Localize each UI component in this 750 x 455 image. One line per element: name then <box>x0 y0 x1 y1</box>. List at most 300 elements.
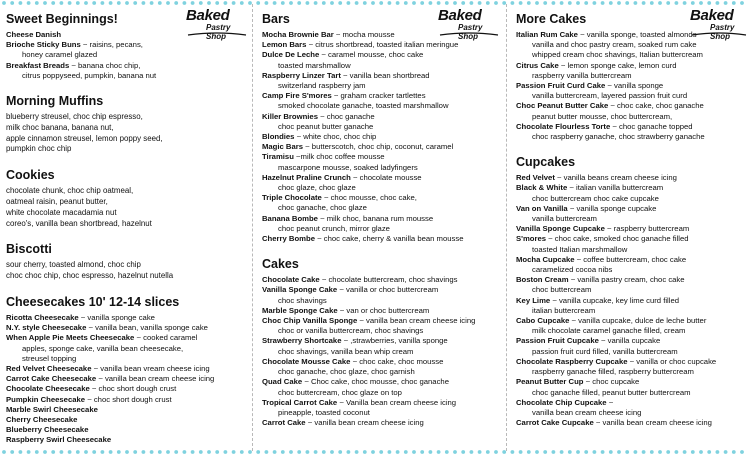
border-dot <box>527 1 531 5</box>
border-dot <box>461 450 465 454</box>
border-dot <box>576 450 580 454</box>
menu-item-desc-continued: raspberry ganache filled, raspberry buttercream <box>532 367 694 377</box>
border-dot <box>314 1 318 5</box>
menu-item <box>262 152 498 172</box>
menu-section <box>6 6 242 81</box>
border-dot <box>625 1 629 5</box>
border-dot <box>666 1 670 5</box>
menu-item <box>6 40 242 60</box>
border-dot <box>347 450 351 454</box>
menu-item <box>516 183 750 203</box>
menu-item-line <box>262 306 498 316</box>
menu-item-desc-continued: choc buttercream, choc glaze on top <box>278 387 402 397</box>
menu-item-desc-continued: choc buttercream <box>532 285 592 295</box>
menu-item <box>6 384 242 394</box>
menu-item-line <box>262 398 498 408</box>
border-dot <box>68 1 72 5</box>
menu-item-desc: ~ vanilla bean vream cheese icing <box>93 364 210 373</box>
menu-item-line <box>516 30 750 40</box>
menu-item-name: Marble Swirl Cheesecake <box>6 404 98 414</box>
menu-item-line <box>6 40 242 50</box>
menu-item-desc: ~ cooked caramel <box>136 333 198 343</box>
border-dot <box>650 1 654 5</box>
border-dot <box>691 450 695 454</box>
menu-item-name: Breakfast Breads <box>6 60 70 70</box>
menu-item <box>6 30 242 40</box>
menu-item-desc: ~ vanilla cupcake, dulce de leche butter <box>571 316 707 326</box>
menu-item <box>262 142 498 152</box>
menu-column-2 <box>262 6 498 435</box>
menu-item-line <box>6 415 242 425</box>
border-dot <box>666 450 670 454</box>
menu-item-name: Carrot Cake Cheesecake <box>6 374 97 384</box>
menu-item-line <box>262 377 498 387</box>
menu-item <box>516 275 750 295</box>
logo-subtext: Pastry Shop <box>206 23 231 41</box>
menu-item-name: Red Velvet <box>516 173 555 183</box>
border-dot <box>379 450 383 454</box>
border-dot <box>215 1 219 5</box>
menu-item-desc-continued: milk chocolate caramel ganache filled, cream <box>532 326 686 336</box>
menu-item-line <box>516 336 750 346</box>
border-dot <box>289 1 293 5</box>
menu-item-name: Banana Bombe <box>262 213 318 223</box>
menu-item-line <box>516 255 750 265</box>
menu-item-desc-continued: italian buttercream <box>532 305 596 315</box>
menu-item-line <box>6 364 242 374</box>
menu-item-line <box>516 377 750 387</box>
menu-item-name: Quad Cake <box>262 377 303 387</box>
menu-item <box>6 323 242 333</box>
menu-section <box>516 149 750 428</box>
menu-item <box>262 418 498 428</box>
border-dot <box>76 1 80 5</box>
border-dot <box>543 1 547 5</box>
border-dot <box>625 450 629 454</box>
menu-item <box>516 61 750 81</box>
menu-item-name: Peanut Butter Cup <box>516 377 584 387</box>
border-dot <box>355 450 359 454</box>
menu-item-desc-continued: peanut butter mousse, choc buttercream, <box>532 111 673 121</box>
border-dot <box>191 1 195 5</box>
border-dot <box>232 1 236 5</box>
border-dot <box>363 1 367 5</box>
section-title: More Cakes <box>516 12 587 26</box>
menu-item-desc: ~ Vanilla bean cream cheese icing <box>339 397 457 407</box>
menu-item-desc: ~ chocolate mousse <box>353 172 422 182</box>
menu-item-desc-continued: pineapple, toasted coconut <box>278 407 370 417</box>
border-dot <box>43 1 47 5</box>
border-dot <box>445 450 449 454</box>
menu-item-desc-continued: choc ganache, choc glaze <box>278 203 367 213</box>
menu-item-desc-continued: toasted Italian marshmallow <box>532 244 628 254</box>
menu-item-line <box>516 275 750 285</box>
menu-item-name: N.Y. style Cheesecake <box>6 323 87 333</box>
border-dot <box>650 450 654 454</box>
menu-item-desc-continued: switzerland raspberry jam <box>278 81 366 91</box>
menu-item-name: Ricotta Cheesecake <box>6 312 79 322</box>
border-dot <box>740 450 744 454</box>
border-dot <box>314 450 318 454</box>
menu-item-line <box>262 357 498 367</box>
logo-subtext: Pastry Shop <box>710 23 735 41</box>
menu-item <box>262 306 498 316</box>
border-dot <box>35 1 39 5</box>
menu-item <box>262 30 498 40</box>
border-dot <box>355 1 359 5</box>
menu-item-desc: ~ choc cupcake <box>585 377 640 387</box>
border-dot <box>183 1 187 5</box>
menu-item <box>6 415 242 425</box>
menu-item-name: Raspberry Linzer Tart <box>262 70 341 80</box>
menu-item-desc-continued: choc ganache, choc glaze, choc garnish <box>278 367 415 377</box>
border-dot <box>609 1 613 5</box>
menu-item-name: Van on Vanilla <box>516 203 568 213</box>
menu-item-name: Citrus Cake <box>516 60 559 70</box>
border-dot <box>10 1 14 5</box>
menu-item <box>516 234 750 254</box>
menu-item-line <box>6 384 242 394</box>
menu-line: coreo's, vanilla bean shortbread, hazelnut <box>6 218 152 228</box>
border-dot <box>101 1 105 5</box>
menu-item-line <box>262 234 498 244</box>
menu-item <box>516 224 750 234</box>
border-dot <box>478 450 482 454</box>
menu-item-name: Black & White <box>516 183 568 193</box>
menu-line: choc choc chip, choc espresso, hazelnut nutella <box>6 271 174 281</box>
menu-item-name: Chocolate Cheesecake <box>6 384 90 394</box>
menu-item-name: Vanilla Sponge Cupcake <box>516 224 605 234</box>
border-dot <box>732 450 736 454</box>
menu-item-desc-continued: caramelized cocoa nibs <box>532 265 613 275</box>
menu-item-desc: ~ white choc, choc chip <box>296 132 377 142</box>
border-dot <box>109 1 113 5</box>
menu-item-desc-continued: choc ganache filled, peanut butter buttercream <box>532 387 691 397</box>
menu-item-name: Raspberry Swirl Cheesecake <box>6 435 112 445</box>
menu-item-name: Choc Peanut Butter Cake <box>516 101 609 111</box>
logo-text: Baked <box>186 7 230 24</box>
border-dot <box>535 1 539 5</box>
menu-item-name: Boston Cream <box>516 275 569 285</box>
menu-item <box>262 357 498 377</box>
menu-item-desc-continued: choc raspberry ganache, choc strawberry ganache <box>532 132 705 142</box>
menu-item <box>516 204 750 224</box>
menu-item-desc: ~ Choc cake, choc mousse, choc ganache <box>304 377 449 387</box>
menu-item-name: Dulce De Leche <box>262 50 320 60</box>
menu-item-desc: ~ coffee buttercream, choc cake <box>576 254 687 264</box>
border-dot <box>347 1 351 5</box>
menu-item-desc: ~ vanilla beans cream cheese icing <box>557 173 677 183</box>
menu-item-line <box>516 398 750 408</box>
border-dot <box>396 450 400 454</box>
menu-item-line <box>262 193 498 203</box>
menu-item <box>262 132 498 142</box>
menu-line: oatmeal raisin, peanut butter, <box>6 197 108 206</box>
menu-column-1 <box>6 6 242 453</box>
border-dot <box>330 450 334 454</box>
border-dot <box>396 1 400 5</box>
border-dot <box>273 450 277 454</box>
menu-item-desc: ~ italian vanilla buttercream <box>569 183 664 193</box>
section-title: Bars <box>262 12 290 26</box>
menu-item-line <box>262 132 498 142</box>
menu-item-name: Chocolate Raspberry Cupcake <box>516 356 628 366</box>
border-dot <box>84 1 88 5</box>
border-dot <box>207 1 211 5</box>
border-dot <box>19 1 23 5</box>
border-dot <box>691 1 695 5</box>
border-dot <box>601 1 605 5</box>
border-dot <box>2 1 6 5</box>
menu-item-line <box>6 313 242 323</box>
border-dot <box>707 450 711 454</box>
border-dot <box>593 1 597 5</box>
menu-item <box>516 30 750 61</box>
section-header <box>6 289 242 310</box>
border-dot <box>519 450 523 454</box>
menu-item-line <box>516 183 750 193</box>
menu-item-name: Choc Chip Vanilla Sponge <box>262 316 358 326</box>
menu-item-desc-continued: choc peanut crunch, mirror glaze <box>278 223 390 233</box>
border-dot <box>281 1 285 5</box>
menu-item-desc: ~ vanilla bean shortbread <box>343 70 430 80</box>
menu-item-desc: ~ vanilla sponge cake <box>80 312 155 322</box>
menu-item-desc: ~ vanilla bean cream cheese icing <box>595 418 712 428</box>
menu-line: chocolate chunk, choc chip oatmeal, <box>6 186 134 196</box>
menu-item-desc: ~ choc mousse, choc cake, <box>323 193 417 203</box>
border-dot <box>478 1 482 5</box>
menu-item-line <box>262 112 498 122</box>
border-dot <box>584 450 588 454</box>
menu-item-desc: ~ choc ganache <box>320 111 375 121</box>
menu-item-line <box>262 418 498 428</box>
menu-item <box>262 336 498 356</box>
border-dot <box>658 450 662 454</box>
menu-item-line <box>262 173 498 183</box>
menu-item-desc: ~ vanilla cupcake <box>601 336 661 346</box>
border-dot <box>461 1 465 5</box>
border-dot <box>584 1 588 5</box>
border-dot <box>60 1 64 5</box>
menu-item-line <box>6 395 242 405</box>
logo-text: Baked <box>690 7 734 24</box>
menu-item-desc: ~ milk choc, banana rum mousse <box>320 213 434 223</box>
border-dot <box>125 1 129 5</box>
border-dot <box>338 1 342 5</box>
border-dot <box>371 1 375 5</box>
menu-item-name: S'mores <box>516 234 547 244</box>
border-dot <box>494 450 498 454</box>
menu-item-desc: ~ vanilla or choc buttercream <box>339 285 439 295</box>
menu-item-desc: ~ vanilla bean cream cheese icing <box>307 418 424 428</box>
menu-item-desc-continued: vanilla bean cream cheese icing <box>532 407 642 417</box>
menu-item-line <box>262 91 498 101</box>
menu-item-desc-continued: smoked chocolate ganache, toasted marshmallow <box>278 101 449 111</box>
menu-item-line <box>516 418 750 428</box>
border-dot <box>281 450 285 454</box>
menu-item-desc: ~ caramel mousse, choc cake <box>321 50 424 60</box>
menu-item-desc: ~ raspberry buttercream <box>607 224 690 234</box>
menu-item-name: Brioche Sticky Buns <box>6 40 81 50</box>
section-title: Morning Muffins <box>6 94 104 109</box>
menu-item-desc-continued: vanilla buttercream, layered passion fruit curd <box>532 91 688 101</box>
menu-item-desc: ~ vanilla sponge cupcake <box>569 203 657 213</box>
border-dot <box>388 1 392 5</box>
menu-item-line <box>262 336 498 346</box>
menu-item-line <box>516 204 750 214</box>
menu-item-desc: ~ vanilla bean cream cheese icing <box>359 316 476 326</box>
border-dot <box>675 1 679 5</box>
section-title: Biscotti <box>6 242 52 257</box>
menu-item-desc: ~ vanilla bean cream cheese icing <box>98 374 215 384</box>
border-dot <box>420 450 424 454</box>
border-dot <box>92 1 96 5</box>
menu-item-line <box>516 81 750 91</box>
border-dot <box>27 1 31 5</box>
menu-item-name: When Apple Pie Meets Cheesecake <box>6 333 135 343</box>
menu-item-desc: ~ vanilla bean, vanilla sponge cake <box>88 323 208 333</box>
menu-item <box>262 71 498 91</box>
menu-item-line <box>6 323 242 333</box>
menu-item-name: Magic Bars <box>262 142 304 152</box>
menu-item-desc: ~ vanilla or choc cupcake <box>629 356 717 366</box>
menu-item-desc: ~ citrus shortbread, toasted italian meringue <box>308 40 459 50</box>
menu-item-name: Lemon Bars <box>262 40 307 50</box>
menu-section <box>6 162 242 229</box>
menu-item-name: Carrot Cake Cupcake <box>516 418 594 428</box>
menu-section <box>262 251 498 428</box>
menu-item-desc: ~ choc ganache topped <box>612 121 693 131</box>
menu-item-desc: ~ butterscotch, choc chip, coconut, caramel <box>305 142 454 152</box>
border-dot <box>420 1 424 5</box>
border-dot <box>453 1 457 5</box>
menu-line: sour cherry, toasted almond, choc chip <box>6 260 141 270</box>
menu-item-line <box>262 71 498 81</box>
border-dot <box>634 1 638 5</box>
menu-item-line <box>516 61 750 71</box>
border-dot <box>224 1 228 5</box>
menu-item-line <box>516 296 750 306</box>
menu-item-name: Key Lime <box>516 295 551 305</box>
border-dot <box>240 1 244 5</box>
border-dot <box>338 450 342 454</box>
border-dot <box>265 1 269 5</box>
menu-item <box>262 91 498 111</box>
menu-item-desc-continued: vanilla buttercream <box>532 214 597 224</box>
menu-item <box>6 425 242 435</box>
menu-item <box>262 275 498 285</box>
menu-item-desc: ~ vanilla pastry cream, choc cake <box>570 275 685 285</box>
menu-item <box>516 255 750 275</box>
menu-item-name: Cherry Cheesecake <box>6 415 78 425</box>
menu-item-line <box>516 316 750 326</box>
border-dot <box>560 450 564 454</box>
menu-item-desc-continued: choc peanut butter ganache <box>278 121 374 131</box>
menu-item <box>262 173 498 193</box>
border-dot <box>297 450 301 454</box>
menu-item-desc-continued: honey caramel glazed <box>22 50 98 60</box>
menu-item-name: Cherry Bombe <box>262 234 315 244</box>
border-dot <box>256 450 260 454</box>
section-header <box>6 6 242 27</box>
border-dot <box>273 1 277 5</box>
menu-item-desc: ~ graham cracker tartlettes <box>333 91 426 101</box>
menu-item-name: Italian Rum Cake <box>516 30 578 39</box>
menu-item-desc: ~ choc short dough crust <box>91 384 177 394</box>
menu-section <box>262 6 498 244</box>
border-dot <box>511 1 515 5</box>
menu-item-desc-continued: raspberry vanilla buttercream <box>532 70 632 80</box>
menu-item-desc-continued: apples, sponge cake, vanilla bean cheesecake, <box>22 343 184 353</box>
border-dot <box>412 1 416 5</box>
border-dot <box>133 1 137 5</box>
menu-item <box>262 50 498 70</box>
menu-item-name: Triple Chocolate <box>262 193 322 203</box>
menu-item <box>516 398 750 418</box>
menu-item-desc: ~ banana choc chip, <box>71 60 141 70</box>
menu-line: pumpkin choc chip <box>6 144 72 154</box>
menu-item-name: Marble Sponge Cake <box>262 305 338 315</box>
border-dot <box>166 1 170 5</box>
menu-item-name: Vanilla Sponge Cake <box>262 285 338 295</box>
logo-text: Baked <box>438 7 482 24</box>
border-dot <box>330 1 334 5</box>
menu-item-line <box>6 333 242 343</box>
border-dot <box>601 450 605 454</box>
menu-item-line <box>6 61 242 71</box>
menu-item-desc-continued: choc or vanilla buttercream, choc shavings <box>278 326 424 336</box>
menu-item-name: Mocha Cupcake <box>516 254 575 264</box>
border-dot <box>716 1 720 5</box>
menu-item-line <box>262 50 498 60</box>
menu-item-name: Chocolate Cake <box>262 275 320 285</box>
border-dot <box>174 1 178 5</box>
menu-item <box>6 313 242 323</box>
border-dot <box>445 1 449 5</box>
menu-line: milk choc banana, banana nut, <box>6 122 114 132</box>
menu-item-desc: ~ choc cake, choc mousse <box>352 356 444 366</box>
menu-item-name: Passion Fruit Cupcake <box>516 336 599 346</box>
border-dot <box>117 1 121 5</box>
menu-item-desc-continued: choc shavings <box>278 295 327 305</box>
menu-line: white chocolate macadamia nut <box>6 207 117 217</box>
menu-item-desc: ~ raisins, pecans, <box>82 40 143 50</box>
menu-item-desc: ~ vanilla sponge <box>607 81 664 91</box>
menu-item-line <box>262 152 498 162</box>
border-dot <box>486 450 490 454</box>
menu-item <box>516 316 750 336</box>
menu-item-name: Chocolate Flourless Torte <box>516 121 611 131</box>
logo-subtext: Pastry Shop <box>458 23 483 41</box>
border-dot <box>199 1 203 5</box>
menu-item <box>262 193 498 213</box>
border-dot <box>150 1 154 5</box>
menu-item <box>516 336 750 356</box>
menu-item-line <box>516 234 750 244</box>
column-divider <box>252 4 253 451</box>
border-dot <box>388 450 392 454</box>
border-dot <box>683 450 687 454</box>
border-dot <box>707 1 711 5</box>
border-dot <box>732 1 736 5</box>
menu-item-desc: ~ vanilla sponge, toasted almonds <box>580 30 697 39</box>
menu-item-line <box>262 275 498 285</box>
section-title: Sweet Beginnings! <box>6 12 118 26</box>
menu-item-desc-continued: mascarpone mousse, soaked ladyfingers <box>278 162 418 172</box>
column-divider <box>506 4 507 451</box>
menu-item-line <box>262 285 498 295</box>
border-dot <box>740 1 744 5</box>
